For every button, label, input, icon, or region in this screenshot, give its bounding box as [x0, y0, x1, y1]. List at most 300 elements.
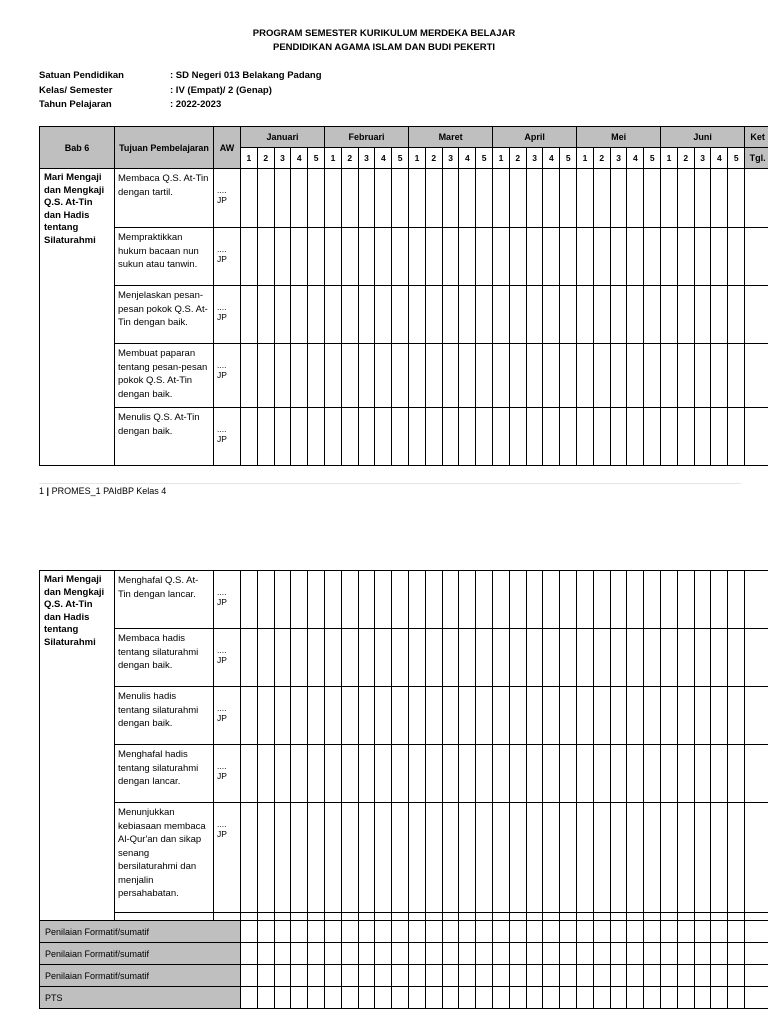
schedule-cell[interactable]	[560, 987, 577, 1009]
schedule-cell[interactable]	[442, 408, 459, 466]
schedule-cell[interactable]	[476, 965, 493, 987]
schedule-cell[interactable]	[526, 803, 543, 913]
schedule-cell[interactable]	[576, 943, 593, 965]
schedule-cell[interactable]	[593, 921, 610, 943]
schedule-cell[interactable]	[425, 629, 442, 687]
schedule-cell[interactable]	[358, 629, 375, 687]
schedule-cell[interactable]	[644, 913, 661, 921]
schedule-cell[interactable]	[661, 344, 678, 408]
schedule-cell[interactable]	[660, 987, 677, 1009]
schedule-cell[interactable]	[694, 169, 711, 228]
schedule-cell[interactable]	[627, 921, 644, 943]
schedule-cell[interactable]	[341, 286, 358, 344]
schedule-cell[interactable]	[375, 228, 392, 286]
schedule-cell[interactable]	[677, 803, 694, 913]
schedule-cell[interactable]	[425, 965, 442, 987]
schedule-cell[interactable]	[392, 228, 409, 286]
schedule-cell[interactable]	[392, 571, 409, 629]
schedule-cell[interactable]	[358, 571, 375, 629]
schedule-cell[interactable]	[509, 913, 526, 921]
aw-cell[interactable]	[214, 286, 241, 344]
schedule-cell[interactable]	[627, 344, 644, 408]
schedule-cell[interactable]	[627, 803, 644, 913]
schedule-cell[interactable]	[627, 286, 644, 344]
schedule-cell[interactable]	[291, 629, 308, 687]
schedule-cell[interactable]	[745, 228, 768, 286]
schedule-cell[interactable]	[577, 286, 594, 344]
schedule-cell[interactable]	[543, 913, 560, 921]
schedule-cell[interactable]	[308, 943, 325, 965]
schedule-cell[interactable]	[375, 169, 392, 228]
schedule-cell[interactable]	[493, 344, 510, 408]
schedule-cell[interactable]	[644, 629, 661, 687]
schedule-cell[interactable]	[408, 803, 425, 913]
schedule-cell[interactable]	[308, 344, 325, 408]
schedule-cell[interactable]	[425, 913, 442, 921]
schedule-cell[interactable]	[543, 408, 560, 466]
schedule-cell[interactable]	[660, 943, 677, 965]
schedule-cell[interactable]	[274, 987, 291, 1009]
schedule-cell[interactable]	[576, 921, 593, 943]
aw-cell[interactable]	[214, 687, 241, 745]
schedule-cell[interactable]	[610, 408, 627, 466]
schedule-cell[interactable]	[711, 344, 728, 408]
schedule-cell[interactable]	[593, 745, 610, 803]
schedule-cell[interactable]	[425, 921, 442, 943]
schedule-cell[interactable]	[509, 921, 526, 943]
schedule-cell[interactable]	[442, 344, 459, 408]
schedule-cell[interactable]	[375, 913, 392, 921]
schedule-cell[interactable]	[744, 571, 768, 629]
schedule-cell[interactable]	[694, 286, 711, 344]
schedule-cell[interactable]	[560, 921, 577, 943]
schedule-cell[interactable]	[560, 286, 577, 344]
schedule-cell[interactable]	[308, 987, 325, 1009]
schedule-cell[interactable]	[492, 571, 509, 629]
schedule-cell[interactable]	[728, 687, 745, 745]
schedule-cell[interactable]	[341, 921, 358, 943]
schedule-cell[interactable]	[677, 228, 694, 286]
schedule-cell[interactable]	[358, 913, 375, 921]
schedule-cell[interactable]	[644, 965, 661, 987]
schedule-cell[interactable]	[543, 571, 560, 629]
schedule-cell[interactable]	[728, 921, 745, 943]
schedule-cell[interactable]	[358, 965, 375, 987]
schedule-cell[interactable]	[241, 965, 258, 987]
schedule-cell[interactable]	[728, 803, 745, 913]
schedule-cell[interactable]	[493, 228, 510, 286]
schedule-cell[interactable]	[744, 913, 768, 921]
schedule-cell[interactable]	[711, 965, 728, 987]
schedule-cell[interactable]	[257, 629, 274, 687]
schedule-cell[interactable]	[526, 943, 543, 965]
schedule-cell[interactable]	[644, 803, 661, 913]
schedule-cell[interactable]	[493, 408, 510, 466]
schedule-cell[interactable]	[274, 965, 291, 987]
schedule-cell[interactable]	[728, 344, 745, 408]
schedule-cell[interactable]	[476, 169, 493, 228]
schedule-cell[interactable]	[711, 687, 728, 745]
schedule-cell[interactable]	[341, 169, 358, 228]
schedule-cell[interactable]	[375, 921, 392, 943]
schedule-cell[interactable]	[476, 687, 493, 745]
schedule-cell[interactable]	[442, 943, 459, 965]
schedule-cell[interactable]	[257, 921, 274, 943]
schedule-cell[interactable]	[610, 687, 627, 745]
schedule-cell[interactable]	[392, 943, 409, 965]
schedule-cell[interactable]	[358, 344, 375, 408]
schedule-cell[interactable]	[409, 286, 426, 344]
schedule-cell[interactable]	[375, 408, 392, 466]
schedule-cell[interactable]	[560, 913, 577, 921]
schedule-cell[interactable]	[341, 344, 358, 408]
schedule-cell[interactable]	[241, 803, 258, 913]
schedule-cell[interactable]	[476, 943, 493, 965]
schedule-cell[interactable]	[694, 913, 711, 921]
schedule-cell[interactable]	[425, 745, 442, 803]
schedule-cell[interactable]	[543, 965, 560, 987]
schedule-cell[interactable]	[694, 965, 711, 987]
schedule-cell[interactable]	[560, 629, 577, 687]
schedule-cell[interactable]	[257, 943, 274, 965]
schedule-cell[interactable]	[291, 913, 308, 921]
schedule-cell[interactable]	[593, 228, 610, 286]
schedule-cell[interactable]	[325, 286, 342, 344]
schedule-cell[interactable]	[560, 571, 577, 629]
schedule-cell[interactable]	[711, 943, 728, 965]
schedule-cell[interactable]	[560, 943, 577, 965]
schedule-cell[interactable]	[694, 571, 711, 629]
schedule-cell[interactable]	[308, 913, 325, 921]
schedule-cell[interactable]	[408, 571, 425, 629]
schedule-cell[interactable]	[257, 408, 274, 466]
schedule-cell[interactable]	[644, 169, 661, 228]
schedule-cell[interactable]	[308, 745, 325, 803]
schedule-cell[interactable]	[308, 408, 325, 466]
schedule-cell[interactable]	[577, 344, 594, 408]
schedule-cell[interactable]	[425, 228, 442, 286]
schedule-cell[interactable]	[476, 408, 493, 466]
schedule-cell[interactable]	[526, 687, 543, 745]
schedule-cell[interactable]	[324, 745, 341, 803]
schedule-cell[interactable]	[728, 408, 745, 466]
schedule-cell[interactable]	[509, 228, 526, 286]
schedule-cell[interactable]	[459, 629, 476, 687]
schedule-cell[interactable]	[526, 169, 543, 228]
schedule-cell[interactable]	[694, 921, 711, 943]
schedule-cell[interactable]	[543, 943, 560, 965]
schedule-cell[interactable]	[694, 803, 711, 913]
schedule-cell[interactable]	[442, 169, 459, 228]
aw-cell[interactable]	[214, 344, 241, 408]
schedule-cell[interactable]	[526, 408, 543, 466]
schedule-cell[interactable]	[694, 987, 711, 1009]
schedule-cell[interactable]	[241, 921, 258, 943]
schedule-cell[interactable]	[677, 344, 694, 408]
schedule-cell[interactable]	[711, 408, 728, 466]
schedule-cell[interactable]	[492, 687, 509, 745]
schedule-cell[interactable]	[442, 687, 459, 745]
schedule-cell[interactable]	[392, 913, 409, 921]
schedule-cell[interactable]	[341, 943, 358, 965]
schedule-cell[interactable]	[442, 987, 459, 1009]
schedule-cell[interactable]	[308, 169, 325, 228]
schedule-cell[interactable]	[392, 745, 409, 803]
schedule-cell[interactable]	[560, 344, 577, 408]
schedule-cell[interactable]	[341, 803, 358, 913]
schedule-cell[interactable]	[543, 687, 560, 745]
schedule-cell[interactable]	[644, 571, 661, 629]
schedule-cell[interactable]	[677, 745, 694, 803]
schedule-cell[interactable]	[241, 228, 258, 286]
schedule-cell[interactable]	[358, 408, 375, 466]
schedule-cell[interactable]	[375, 803, 392, 913]
schedule-cell[interactable]	[660, 803, 677, 913]
schedule-cell[interactable]	[627, 943, 644, 965]
schedule-cell[interactable]	[492, 629, 509, 687]
schedule-cell[interactable]	[627, 169, 644, 228]
schedule-cell[interactable]	[728, 987, 745, 1009]
schedule-cell[interactable]	[492, 913, 509, 921]
schedule-cell[interactable]	[677, 913, 694, 921]
schedule-cell[interactable]	[593, 965, 610, 987]
schedule-cell[interactable]	[341, 745, 358, 803]
schedule-cell[interactable]	[442, 629, 459, 687]
schedule-cell[interactable]	[744, 943, 768, 965]
schedule-cell[interactable]	[526, 629, 543, 687]
schedule-cell[interactable]	[257, 745, 274, 803]
schedule-cell[interactable]	[526, 571, 543, 629]
schedule-cell[interactable]	[459, 803, 476, 913]
schedule-cell[interactable]	[677, 286, 694, 344]
schedule-cell[interactable]	[459, 228, 476, 286]
schedule-cell[interactable]	[291, 344, 308, 408]
schedule-cell[interactable]	[476, 803, 493, 913]
schedule-cell[interactable]	[291, 408, 308, 466]
schedule-cell[interactable]	[409, 169, 426, 228]
schedule-cell[interactable]	[744, 965, 768, 987]
schedule-cell[interactable]	[392, 921, 409, 943]
schedule-cell[interactable]	[560, 745, 577, 803]
aw-cell[interactable]	[214, 745, 241, 803]
schedule-cell[interactable]	[257, 687, 274, 745]
schedule-cell[interactable]	[744, 687, 768, 745]
schedule-cell[interactable]	[711, 286, 728, 344]
schedule-cell[interactable]	[745, 344, 768, 408]
schedule-cell[interactable]	[392, 687, 409, 745]
schedule-cell[interactable]	[728, 169, 745, 228]
schedule-cell[interactable]	[459, 408, 476, 466]
schedule-cell[interactable]	[274, 687, 291, 745]
schedule-cell[interactable]	[677, 921, 694, 943]
schedule-cell[interactable]	[627, 987, 644, 1009]
schedule-cell[interactable]	[627, 629, 644, 687]
schedule-cell[interactable]	[308, 228, 325, 286]
schedule-cell[interactable]	[560, 965, 577, 987]
schedule-cell[interactable]	[274, 571, 291, 629]
schedule-cell[interactable]	[745, 169, 768, 228]
schedule-cell[interactable]	[711, 169, 728, 228]
schedule-cell[interactable]	[459, 169, 476, 228]
schedule-cell[interactable]	[291, 169, 308, 228]
schedule-cell[interactable]	[509, 987, 526, 1009]
schedule-cell[interactable]	[325, 408, 342, 466]
schedule-cell[interactable]	[274, 286, 291, 344]
schedule-cell[interactable]	[291, 965, 308, 987]
schedule-cell[interactable]	[442, 286, 459, 344]
schedule-cell[interactable]	[476, 629, 493, 687]
schedule-cell[interactable]	[291, 943, 308, 965]
schedule-cell[interactable]	[543, 169, 560, 228]
schedule-cell[interactable]	[526, 745, 543, 803]
schedule-cell[interactable]	[408, 943, 425, 965]
schedule-cell[interactable]	[644, 408, 661, 466]
schedule-cell[interactable]	[694, 943, 711, 965]
schedule-cell[interactable]	[627, 571, 644, 629]
schedule-cell[interactable]	[711, 228, 728, 286]
schedule-cell[interactable]	[341, 965, 358, 987]
schedule-cell[interactable]	[509, 745, 526, 803]
schedule-cell[interactable]	[711, 745, 728, 803]
aw-cell[interactable]	[214, 571, 241, 629]
schedule-cell[interactable]	[593, 571, 610, 629]
schedule-cell[interactable]	[711, 629, 728, 687]
schedule-cell[interactable]	[358, 745, 375, 803]
schedule-cell[interactable]	[476, 921, 493, 943]
schedule-cell[interactable]	[375, 286, 392, 344]
schedule-cell[interactable]	[308, 629, 325, 687]
schedule-cell[interactable]	[341, 987, 358, 1009]
schedule-cell[interactable]	[308, 571, 325, 629]
schedule-cell[interactable]	[425, 169, 442, 228]
schedule-cell[interactable]	[677, 965, 694, 987]
schedule-cell[interactable]	[576, 987, 593, 1009]
schedule-cell[interactable]	[593, 803, 610, 913]
schedule-cell[interactable]	[677, 687, 694, 745]
schedule-cell[interactable]	[492, 987, 509, 1009]
schedule-cell[interactable]	[341, 571, 358, 629]
schedule-cell[interactable]	[341, 228, 358, 286]
schedule-cell[interactable]	[325, 228, 342, 286]
schedule-cell[interactable]	[241, 745, 258, 803]
schedule-cell[interactable]	[644, 745, 661, 803]
schedule-cell[interactable]	[711, 571, 728, 629]
schedule-cell[interactable]	[543, 286, 560, 344]
schedule-cell[interactable]	[560, 803, 577, 913]
schedule-cell[interactable]	[492, 921, 509, 943]
schedule-cell[interactable]	[341, 913, 358, 921]
schedule-cell[interactable]	[257, 965, 274, 987]
schedule-cell[interactable]	[442, 228, 459, 286]
schedule-cell[interactable]	[291, 987, 308, 1009]
schedule-cell[interactable]	[711, 913, 728, 921]
schedule-cell[interactable]	[593, 344, 610, 408]
schedule-cell[interactable]	[375, 687, 392, 745]
schedule-cell[interactable]	[610, 965, 627, 987]
schedule-cell[interactable]	[274, 943, 291, 965]
schedule-cell[interactable]	[744, 745, 768, 803]
schedule-cell[interactable]	[324, 987, 341, 1009]
schedule-cell[interactable]	[677, 169, 694, 228]
schedule-cell[interactable]	[610, 228, 627, 286]
schedule-cell[interactable]	[576, 629, 593, 687]
schedule-cell[interactable]	[408, 965, 425, 987]
schedule-cell[interactable]	[728, 913, 745, 921]
schedule-cell[interactable]	[375, 987, 392, 1009]
schedule-cell[interactable]	[610, 745, 627, 803]
schedule-cell[interactable]	[593, 408, 610, 466]
schedule-cell[interactable]	[728, 965, 745, 987]
schedule-cell[interactable]	[560, 228, 577, 286]
schedule-cell[interactable]	[375, 344, 392, 408]
schedule-cell[interactable]	[476, 571, 493, 629]
schedule-cell[interactable]	[409, 408, 426, 466]
schedule-cell[interactable]	[476, 228, 493, 286]
schedule-cell[interactable]	[425, 571, 442, 629]
schedule-cell[interactable]	[241, 571, 258, 629]
schedule-cell[interactable]	[576, 745, 593, 803]
schedule-cell[interactable]	[425, 987, 442, 1009]
schedule-cell[interactable]	[543, 921, 560, 943]
schedule-cell[interactable]	[392, 169, 409, 228]
schedule-cell[interactable]	[526, 913, 543, 921]
schedule-cell[interactable]	[442, 745, 459, 803]
schedule-cell[interactable]	[291, 745, 308, 803]
schedule-cell[interactable]	[576, 913, 593, 921]
schedule-cell[interactable]	[241, 943, 258, 965]
schedule-cell[interactable]	[543, 344, 560, 408]
schedule-cell[interactable]	[375, 745, 392, 803]
schedule-cell[interactable]	[593, 629, 610, 687]
schedule-cell[interactable]	[526, 344, 543, 408]
schedule-cell[interactable]	[492, 745, 509, 803]
schedule-cell[interactable]	[610, 169, 627, 228]
schedule-cell[interactable]	[728, 228, 745, 286]
schedule-cell[interactable]	[509, 408, 526, 466]
schedule-cell[interactable]	[492, 803, 509, 913]
schedule-cell[interactable]	[509, 687, 526, 745]
schedule-cell[interactable]	[660, 571, 677, 629]
schedule-cell[interactable]	[442, 913, 459, 921]
schedule-cell[interactable]	[644, 228, 661, 286]
schedule-cell[interactable]	[711, 987, 728, 1009]
schedule-cell[interactable]	[324, 687, 341, 745]
schedule-cell[interactable]	[392, 408, 409, 466]
schedule-cell[interactable]	[375, 629, 392, 687]
schedule-cell[interactable]	[543, 745, 560, 803]
schedule-cell[interactable]	[375, 943, 392, 965]
schedule-cell[interactable]	[526, 286, 543, 344]
schedule-cell[interactable]	[543, 228, 560, 286]
schedule-cell[interactable]	[660, 921, 677, 943]
schedule-cell[interactable]	[610, 571, 627, 629]
schedule-cell[interactable]	[610, 943, 627, 965]
schedule-cell[interactable]	[425, 943, 442, 965]
schedule-cell[interactable]	[459, 344, 476, 408]
schedule-cell[interactable]	[291, 571, 308, 629]
schedule-cell[interactable]	[745, 286, 768, 344]
schedule-cell[interactable]	[459, 571, 476, 629]
schedule-cell[interactable]	[526, 965, 543, 987]
schedule-cell[interactable]	[476, 987, 493, 1009]
schedule-cell[interactable]	[661, 169, 678, 228]
schedule-cell[interactable]	[576, 571, 593, 629]
schedule-cell[interactable]	[476, 344, 493, 408]
schedule-cell[interactable]	[341, 687, 358, 745]
schedule-cell[interactable]	[610, 987, 627, 1009]
schedule-cell[interactable]	[660, 913, 677, 921]
schedule-cell[interactable]	[576, 687, 593, 745]
